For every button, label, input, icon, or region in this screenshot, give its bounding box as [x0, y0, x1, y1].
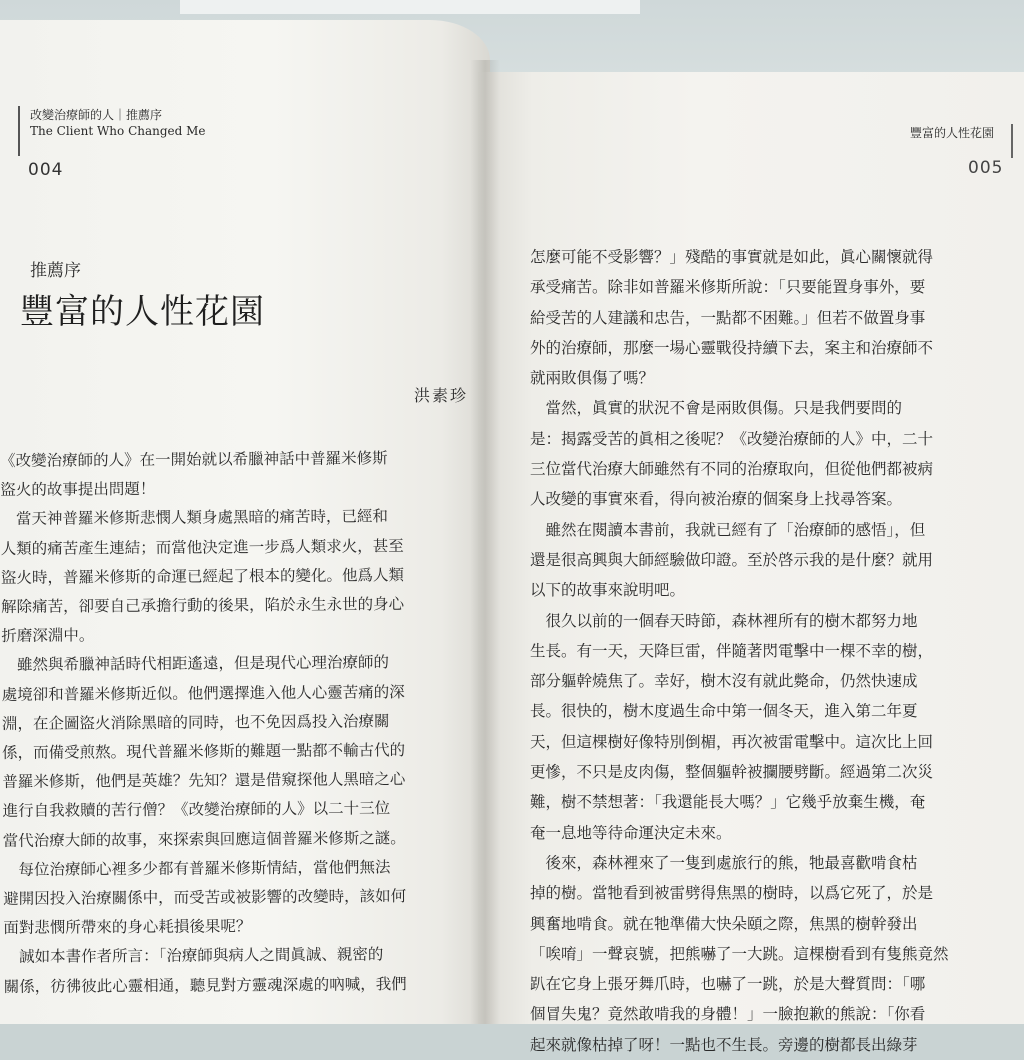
text-line: 係，而備受煎熬。現代普羅米修斯的難題一點都不輸古代的: [2, 741, 406, 763]
text-line: 「唉唷」一聲哀號，把熊嚇了一大跳。這棵樹看到有隻熊竟然: [530, 944, 949, 963]
right-page-number: 005: [968, 158, 1004, 178]
text-line: 《改變治療師的人》在一開始就以希臘神話中普羅米修斯: [0, 449, 388, 470]
text-line: 處境卻和普羅米修斯近似。他們選擇進入他人心靈苦痛的深: [1, 682, 405, 704]
text-line: 誠如本書作者所言：「治療師與病人之間眞誠、親密的: [3, 945, 384, 967]
text-line: 普羅米修斯，他們是英雄？先知？還是借窺探他人黑暗之心: [2, 770, 406, 792]
text-line: 面對悲憫所帶來的身心耗損後果呢？: [3, 917, 252, 938]
author-name: 洪素珍: [414, 386, 469, 405]
text-line: 承受痛苦。除非如普羅米修斯所說：「只要能置身事外，要: [530, 278, 926, 297]
text-line: 盜火的故事提出問題！: [0, 480, 156, 500]
text-line: 進行自我救贖的苦行僧？《改變治療師的人》以二十三位: [2, 799, 391, 821]
text-line: 避開因投入治療關係中，而受苦或被影響的改變時，該如何: [3, 887, 407, 909]
text-line: 人改變的事實來看，得向被治療的個案身上找尋答案。: [530, 490, 903, 509]
left-page-number: 004: [28, 160, 64, 180]
section-label: 推薦序: [30, 261, 81, 281]
text-line: 折磨深淵中。: [1, 626, 95, 646]
text-line: 還是很高興與大師經驗做印證。至於啓示我的是什麼？就用: [530, 550, 934, 569]
right-header-rule: [1011, 124, 1013, 158]
text-line: 長。很快的，樹木度過生命中第一個冬天，進入第二年夏: [530, 702, 918, 721]
text-line: 天，但這棵樹好像特別倒楣，再次被雷電擊中。這次比上回: [530, 732, 934, 751]
right-body-text: [530, 242, 1008, 1060]
text-line: 更慘，不只是皮肉傷，整個軀幹被攔腰劈斷。經過第二次災: [530, 763, 934, 782]
text-line: 後來，森林裡來了一隻到處旅行的熊，牠最喜歡啃食枯: [530, 853, 918, 872]
left-running-header: 改變治療師的人｜推薦序: [30, 108, 163, 122]
text-line: 當天神普羅米修斯悲憫人類身處黑暗的痛苦時，已經和: [0, 507, 389, 529]
text-line: 以下的故事來說明吧。: [530, 581, 686, 600]
text-line: 掉的樹。當牠看到被雷劈得焦黑的樹時，以爲它死了，於是: [530, 884, 934, 903]
text-line: 個冒失鬼？竟然敢啃我的身體！」一臉抱歉的熊說：「你看: [530, 1005, 926, 1024]
text-line: 人類的痛苦產生連結；而當他決定進一步爲人類求火，甚至: [0, 536, 404, 558]
text-line: 很久以前的一個春天時節，森林裡所有的樹木都努力地: [530, 611, 918, 630]
text-line: 趴在它身上張牙舞爪時，也嚇了一跳，於是大聲質問：「哪: [530, 975, 926, 994]
text-line: 三位當代治療大師雖然有不同的治療取向，但從他們都被病: [530, 460, 934, 479]
text-line: 就兩敗俱傷了嗎？: [530, 369, 655, 388]
book-gutter: [470, 60, 500, 1024]
text-line: 雖然與希臘神話時代相距遙遠，但是現代心理治療師的: [1, 653, 390, 675]
left-body-text: [0, 444, 474, 1002]
text-line: 盜火時，普羅米修斯的命運已經起了根本的變化。他爲人類: [0, 565, 404, 587]
text-line: 關係，彷彿彼此心靈相通，聽見對方靈魂深處的吶喊，我們: [3, 974, 407, 996]
text-line: 當然，眞實的狀況不會是兩敗俱傷。只是我們要問的: [530, 399, 903, 418]
text-line: 給受苦的人建議和忠告，一點都不困難。」但若不做置身事: [530, 308, 926, 327]
text-line: 淵，在企圖盜火消除黑暗的同時，也不免因爲投入治療關: [1, 712, 390, 733]
text-line: 是：揭露受苦的眞相之後呢？《改變治療師的人》中，二十: [530, 429, 934, 448]
text-line: 興奮地啃食。就在牠準備大快朵頤之際，焦黑的樹幹發出: [530, 914, 918, 933]
chapter-title: 豐富的人性花園: [20, 292, 265, 332]
left-header-rule: [18, 106, 20, 156]
text-line: 生長。有一天，天降巨雷，伴隨著閃電擊中一棵不幸的樹，: [530, 641, 934, 660]
text-line: 每位治療師心裡多少都有普羅米修斯情結，當他們無法: [2, 858, 391, 879]
text-line: 雖然在閱讀本書前，我就已經有了「治療師的感悟」，但: [530, 520, 926, 539]
paper-strip: [180, 0, 640, 14]
text-line: 難，樹不禁想著：「我還能長大嗎？」它幾乎放棄生機，奄: [530, 793, 926, 812]
right-running-header: 豐富的人性花園: [910, 126, 995, 140]
text-line: 怎麼可能不受影響？」殘酷的事實就是如此，眞心關懷就得: [530, 248, 934, 266]
text-line: 解除痛苦，卻要自己承擔行動的後果，陷於永生永世的身心: [1, 595, 405, 617]
text-line: 外的治療師，那麼一場心靈戰役持續下去，案主和治療師不: [530, 338, 934, 357]
text-line: 部分軀幹燒焦了。幸好，樹木沒有就此斃命，仍然快速成: [530, 672, 918, 691]
left-running-header-english: The Client Who Changed Me: [30, 124, 206, 138]
text-line: 奄一息地等待命運決定未來。: [530, 823, 732, 842]
text-line: 當代治療大師的故事，來探索與回應這個普羅米修斯之謎。: [2, 828, 406, 850]
text-line: 起來就像枯掉了呀！一點也不生長。旁邊的樹都長出綠芽: [530, 1035, 918, 1054]
